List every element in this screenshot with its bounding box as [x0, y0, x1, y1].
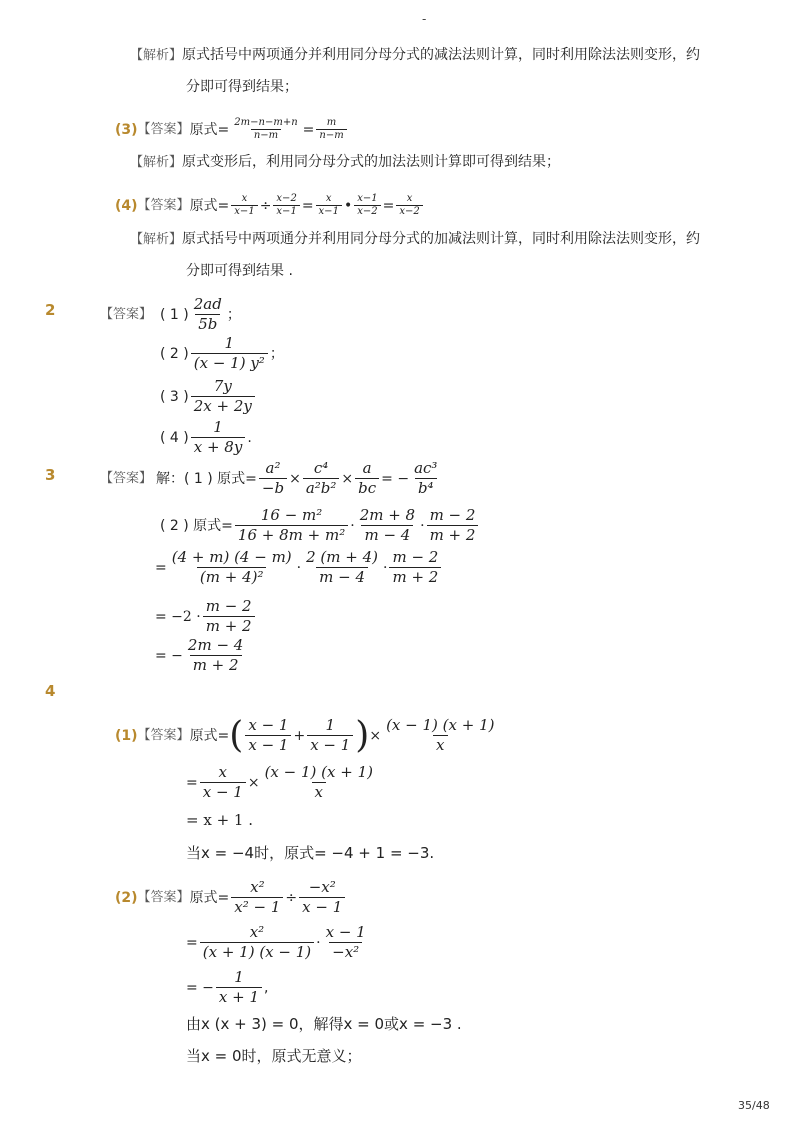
q2-item-2 — [160, 334, 284, 373]
denominator: (m + 4)² — [197, 567, 267, 587]
numerator: (x − 1) (x + 1) — [264, 763, 373, 781]
denominator: m + 2 — [389, 567, 441, 587]
q1-part4-answer: (4) 【答案】 原式= $\frac{x}{x-1}$ ÷ $\frac{x-2}{x-1}$ = $\frac{x}{x-1}$ • $\frac{x-1}{x-2}$ = $\frac{x}{x-2}$ — [115, 193, 425, 218]
denominator: n−m — [316, 129, 346, 142]
q4-part1-line-1: (1) 【答案】 原式= ( $\frac{x - 1}{x - 1}$ + $\frac{1}{x - 1}$ ) × $\frac{(x - 1) (x + 1)}{x}$ — [115, 716, 499, 755]
q4-part2-line-4: 由x (x + 3) = 0，解得x = 0或x = −3 . — [186, 1015, 462, 1033]
answer-tag: 【答案】 — [137, 121, 190, 137]
numerator: 1 — [213, 418, 223, 436]
numerator: (4 + m) (4 − m) — [171, 548, 292, 566]
numerator: x — [406, 193, 413, 204]
fraction — [200, 763, 246, 802]
fraction — [273, 193, 299, 218]
fraction — [191, 377, 255, 416]
denominator: 2x + 2y — [191, 396, 255, 416]
denominator: m − 4 — [361, 525, 413, 545]
denominator: x−2 — [354, 205, 380, 218]
numerator: x−2 — [276, 193, 297, 204]
fraction — [316, 117, 346, 142]
numerator: a — [362, 459, 372, 477]
fraction — [191, 418, 246, 457]
fraction — [191, 295, 225, 334]
part-number: (3) — [115, 121, 138, 138]
denominator: x−1 — [316, 205, 342, 218]
fraction — [303, 548, 381, 587]
fraction — [169, 548, 295, 587]
numerator: m — [326, 117, 337, 128]
q4-part2-line-2: = $\frac{\text{x²}}{(x + 1) (x - 1)}$ · $\frac{x - 1}{\text{−x²}}$ — [186, 923, 371, 962]
denominator: −x² — [329, 942, 362, 962]
numerator: 7y — [213, 377, 232, 395]
item-label: ( 2 ) — [160, 345, 189, 362]
denominator: a²b² — [303, 478, 340, 498]
fraction — [259, 459, 287, 498]
fraction — [307, 716, 353, 755]
denominator: 5b — [195, 314, 220, 334]
fraction — [216, 968, 262, 1007]
answer-tag: 【答案】 — [137, 197, 190, 213]
numerator: ac³ — [414, 459, 438, 477]
q1-analysis-continued: 分即可得到结果； — [186, 79, 298, 95]
numerator: 2m − 4 — [187, 636, 244, 654]
expr-prefix: 原式= — [189, 889, 230, 906]
part-number: (1) — [115, 727, 138, 744]
numerator: m − 2 — [205, 597, 252, 615]
analysis-tag: 【解析】 — [130, 48, 183, 63]
numerator: x — [325, 193, 332, 204]
numerator: 2 (m + 4) — [306, 548, 378, 566]
q4-part1-line-2: = $\frac{x}{x - 1}$ × $\frac{(x - 1) (x + 1)}{x}$ — [186, 763, 378, 802]
fraction — [396, 193, 422, 218]
numerator: m − 2 — [392, 548, 439, 566]
analysis-text: 原式变形后，利用同分母分式的加法法则计算即可得到结果； — [182, 154, 561, 170]
denominator: x + 8y — [191, 437, 246, 457]
item-end: . — [247, 429, 252, 446]
answer-tag: 【答案】 — [137, 727, 190, 743]
denominator: x — [312, 782, 326, 802]
numerator: −x² — [308, 878, 336, 896]
q1-part4-analysis — [130, 228, 700, 251]
item-label: ( 4 ) — [160, 429, 189, 446]
fraction — [383, 716, 497, 755]
expr-prefix: 原式= — [189, 727, 230, 744]
numerator: 1 — [224, 334, 235, 352]
numerator: x − 1 — [325, 923, 366, 941]
expr-prefix: = − — [155, 647, 183, 664]
fraction — [357, 506, 418, 545]
answer-tag: 【答案】 — [100, 307, 153, 322]
fraction — [299, 878, 345, 917]
q4-part2-line-1: (2) 【答案】 原式= $\frac{\text{x²}}{\text{x² − 1}}$ ÷ $\frac{\text{−x²}}{x - 1}$ — [115, 878, 347, 917]
q4-part2-line-5: 当x = 0时，原式无意义； — [186, 1047, 362, 1065]
fraction — [191, 334, 268, 373]
denominator: (x + 1) (x − 1) — [200, 942, 314, 962]
item-label: ( 3 ) — [160, 388, 189, 405]
denominator: x − 1 — [200, 782, 246, 802]
q2-item-4 — [160, 418, 252, 457]
q1-part3-analysis — [130, 151, 560, 174]
denominator: x + 1 — [216, 987, 262, 1007]
fraction — [323, 923, 369, 962]
q2-item-3 — [160, 377, 257, 416]
numerator: x² — [249, 923, 265, 941]
denominator: x−1 — [231, 205, 257, 218]
q1-analysis-text: 原式括号中两项通分并利用同分母分式的减法法则计算，同时利用除法法则变形，约 — [182, 47, 701, 63]
numerator: m − 2 — [429, 506, 476, 524]
denominator: x — [433, 735, 447, 755]
part-number: (4) — [115, 197, 138, 214]
q4-part1-line-4: 当x = −4时，原式= −4 + 1 = −3. — [186, 844, 435, 862]
denominator: n−m — [251, 129, 281, 142]
q1-analysis-line — [130, 44, 700, 67]
denominator: 16 + 8m + m² — [235, 525, 348, 545]
analysis-text: 原式括号中两项通分并利用同分母分式的加减法则计算，同时利用除法法则变形，约 — [182, 231, 701, 247]
q3-line-2: ( 2 ) 原式= $\frac{\text{16 − m²}}{\text{16 + 8m + m²}}$ · $\frac{2m + 8}{m - 4}$ · $\frac{m - 2}{m + 2}$ — [160, 506, 480, 545]
denominator: x² − 1 — [231, 897, 283, 917]
fraction — [231, 878, 283, 917]
denominator: b⁴ — [415, 478, 437, 498]
numerator: x − 1 — [248, 716, 289, 734]
q1-part3-answer: (3) 【答案】 原式= $\frac{2m-n-m+n}{n-m}$ = $\frac{m}{n-m}$ — [115, 117, 349, 142]
denominator: (x − 1) y² — [191, 353, 268, 373]
numerator: a² — [265, 459, 281, 477]
denominator: −b — [259, 478, 287, 498]
denominator: m + 2 — [427, 525, 479, 545]
fraction — [203, 597, 255, 636]
item-label: ( 1 ) — [160, 306, 189, 323]
expr-prefix: 解：( 1 ) 原式= — [156, 470, 257, 487]
question-number: 2 — [45, 301, 56, 319]
q4-part2-line-3 — [186, 968, 268, 1007]
fraction — [427, 506, 479, 545]
fraction — [303, 459, 340, 498]
analysis-tag: 【解析】 — [130, 232, 183, 247]
numerator: 2m−n−m+n — [234, 117, 298, 128]
item-end: ； — [226, 306, 241, 323]
denominator: x − 1 — [307, 735, 353, 755]
fraction — [355, 459, 379, 498]
q3-line-4 — [155, 597, 257, 636]
denominator: x−1 — [273, 205, 299, 218]
part-number: (2) — [115, 889, 138, 906]
numerator: 1 — [234, 968, 244, 986]
denominator: x−2 — [396, 205, 422, 218]
q3-line-5 — [155, 636, 248, 675]
fraction — [200, 923, 314, 962]
numerator: 2ad — [193, 295, 222, 313]
item-end: ； — [269, 345, 284, 362]
numerator: x — [241, 193, 248, 204]
denominator: m + 2 — [203, 616, 255, 636]
expr-prefix: 原式= — [189, 121, 230, 138]
page-number: 35/48 — [738, 1099, 770, 1112]
fraction — [245, 716, 291, 755]
fraction — [231, 193, 257, 218]
numerator: (x − 1) (x + 1) — [386, 716, 495, 734]
answer-tag: 【答案】 — [100, 471, 153, 486]
numerator: 1 — [325, 716, 336, 734]
expr-prefix: 原式= — [189, 197, 230, 214]
numerator: x² — [250, 878, 265, 896]
answer-tag: 【答案】 — [137, 889, 190, 905]
q1-part4-analysis-continued: 分即可得到结果 . — [186, 263, 293, 279]
denominator: bc — [355, 478, 379, 498]
q3-line-3: = $\frac{(4 + m) (4 - m)}{\text{(m + 4)²}}$ · $\frac{2 (m + 4)}{m - 4}$ · $\frac{m - 2}{m + 2}$ — [155, 548, 443, 587]
expr-prefix: = − — [186, 979, 214, 996]
numerator: 16 − m² — [260, 506, 323, 524]
numerator: x — [218, 763, 228, 781]
expr-prefix: ( 2 ) 原式= — [160, 517, 233, 534]
question-number: 3 — [45, 466, 56, 484]
fraction — [411, 459, 440, 498]
q3-line-1: 解：( 1 ) 原式= $\frac{\text{a²}}{-b}$ × $\frac{\text{c⁴}}{\text{a²b²}}$ × $\frac{a}{bc}$ = − $\frac{\text{ac³}}{\text{b⁴}}$ — [156, 459, 442, 498]
fraction — [389, 548, 441, 587]
fraction — [235, 506, 348, 545]
q4-part1-line-3: = x + 1 . — [186, 811, 253, 829]
denominator: m − 4 — [316, 567, 368, 587]
line-end: , — [264, 979, 269, 996]
q2-item-1 — [160, 295, 241, 334]
fraction — [185, 636, 246, 675]
fraction — [262, 763, 376, 802]
numerator: 2m + 8 — [359, 506, 416, 524]
numerator: c⁴ — [313, 459, 329, 477]
fraction — [316, 193, 342, 218]
denominator: x − 1 — [245, 735, 291, 755]
denominator: m + 2 — [190, 655, 242, 675]
question-number: 4 — [45, 682, 56, 700]
denominator: x − 1 — [299, 897, 345, 917]
fraction — [231, 117, 300, 142]
numerator: x−1 — [357, 193, 378, 204]
fraction — [354, 193, 380, 218]
analysis-tag: 【解析】 — [130, 155, 183, 170]
coefficient: = −2 · — [155, 608, 201, 625]
header-mark: - — [422, 12, 427, 26]
